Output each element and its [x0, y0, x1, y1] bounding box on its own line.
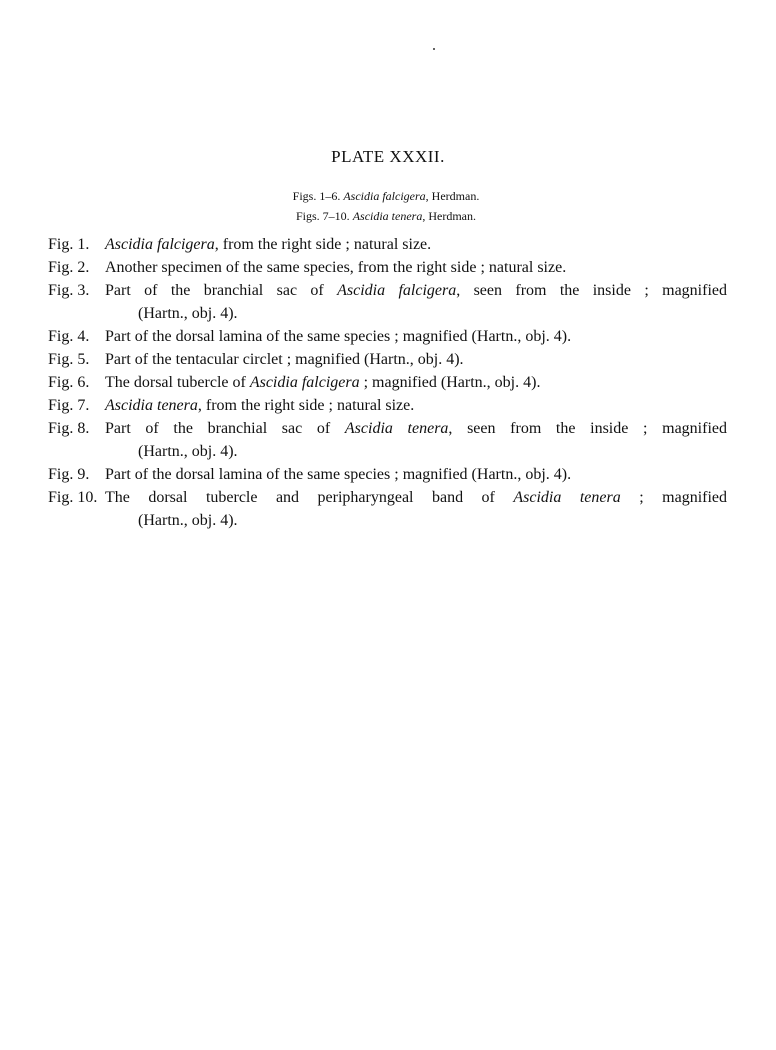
- plate-title: PLATE XXXII.: [331, 147, 445, 166]
- subtitle-species: Ascidia tenera: [352, 209, 423, 223]
- figure-caption: [48, 371, 727, 394]
- species-name: Ascidia falcigera: [105, 236, 215, 253]
- subtitle-author: , Herdman.: [425, 189, 480, 203]
- figure-number: Fig. 6.: [48, 374, 90, 391]
- subtitle-figs-7-10: [0, 209, 774, 224]
- figure-caption: [48, 463, 727, 486]
- figure-number: Fig. 10.: [48, 489, 98, 506]
- subtitle-author: , Herdman.: [422, 209, 476, 223]
- figure-caption: [48, 394, 727, 417]
- figure-number: Fig. 1.: [48, 236, 90, 253]
- figure-text: The dorsal tubercle of Ascidia falcigera ; magnified (Hartn., obj. 4).: [105, 374, 541, 391]
- figure-caption: [48, 348, 727, 371]
- species-name: Ascidia tenera: [105, 397, 198, 414]
- species-name: Ascidia falcigera: [249, 374, 360, 391]
- figure-text-continuation: (Hartn., obj. 4).: [138, 305, 238, 322]
- figure-text: Part of the dorsal lamina of the same species ; magnified (Hartn., obj. 4).: [105, 328, 572, 345]
- figure-text: Ascidia falcigera, from the right side ; natural size.: [105, 236, 432, 253]
- figure-text: Another specimen of the same species, from the right side ; natural size.: [105, 259, 567, 276]
- figure-number: Fig. 7.: [48, 397, 90, 414]
- figure-number: Fig. 5.: [48, 351, 90, 368]
- figure-text-continuation: (Hartn., obj. 4).: [138, 512, 238, 529]
- subtitle-prefix: Figs. 1–6.: [292, 189, 341, 203]
- subtitle-prefix: Figs. 7–10.: [296, 209, 350, 223]
- figure-text: Ascidia tenera, from the right side ; natural size.: [105, 397, 415, 414]
- figure-text: Part of the dorsal lamina of the same species ; magnified (Hartn., obj. 4).: [105, 466, 572, 483]
- subtitle-species: Ascidia falcigera: [343, 189, 426, 203]
- figure-caption: [48, 279, 727, 302]
- figure-text: Part of the branchial sac of Ascidia tenera, seen from the inside ; magnified: [105, 420, 727, 437]
- species-name: Ascidia falcigera: [337, 282, 457, 299]
- species-name: Ascidia tenera: [344, 420, 449, 437]
- figure-caption: [48, 486, 727, 509]
- subtitle-figs-1-6: [0, 189, 774, 204]
- figure-caption: [48, 256, 727, 279]
- figure-number: Fig. 3.: [48, 282, 90, 299]
- figure-caption: [48, 325, 727, 348]
- figure-number: Fig. 2.: [48, 259, 90, 276]
- figure-text-continuation: (Hartn., obj. 4).: [138, 443, 238, 460]
- species-name: Ascidia tenera: [513, 489, 621, 506]
- figure-number: Fig. 4.: [48, 328, 90, 345]
- figure-number: Fig. 8.: [48, 420, 90, 437]
- figure-text: Part of the branchial sac of Ascidia falcigera, seen from the inside ; magnified: [105, 282, 727, 299]
- figure-caption: [48, 417, 727, 440]
- figure-text: Part of the tentacular circlet ; magnified (Hartn., obj. 4).: [105, 351, 464, 368]
- figure-number: Fig. 9.: [48, 466, 90, 483]
- figure-caption: [48, 233, 727, 256]
- figure-list: [48, 233, 727, 532]
- print-speck: [433, 48, 435, 50]
- figure-text: The dorsal tubercle and peripharyngeal band of Ascidia tenera ; magnified: [105, 489, 728, 506]
